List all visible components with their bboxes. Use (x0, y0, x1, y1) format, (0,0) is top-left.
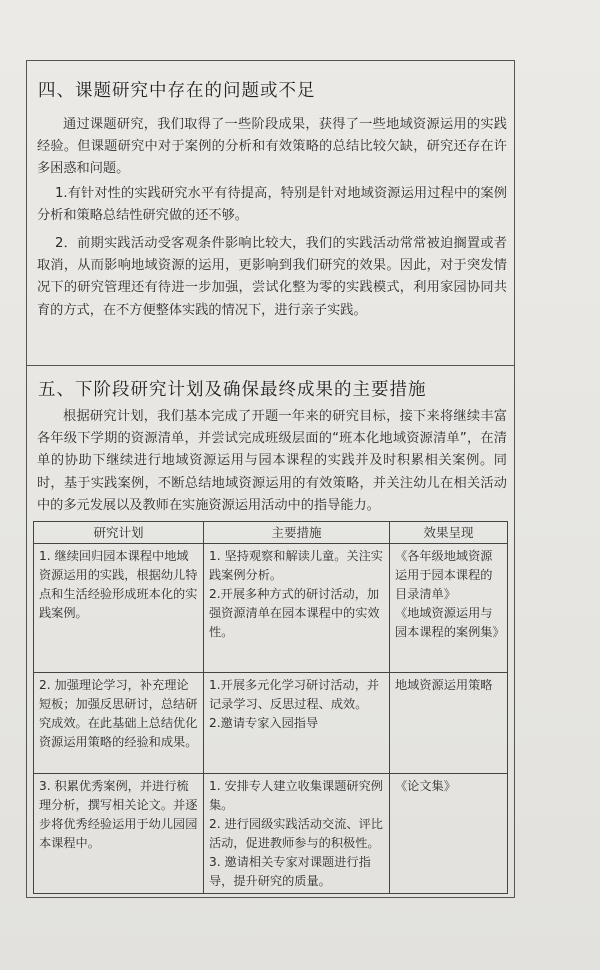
measure-item: 1. 安排专人建立收集课题研究例集。 (209, 779, 383, 812)
section4-title: 四、课题研究中存在的问题或不足 (38, 81, 316, 101)
table-row (34, 544, 508, 673)
plan-cell: 1. 继续回归园本课程中地域资源运用的实践，根据幼儿特点和生活经验形成班本化的实践案例。 (34, 544, 204, 673)
header-measures: 主要措施 (204, 522, 390, 544)
measure-item: 2.开展多种方式的研讨活动，加强资源清单在园本课程中的实效性。 (209, 587, 380, 639)
header-results: 效果呈现 (390, 522, 508, 544)
results-cell (390, 673, 508, 774)
measure-item: 1. 坚持观察和解读儿童。关注实践案例分析。 (209, 549, 383, 582)
measure-item: 1.开展多元化学习研讨活动，并记录学习、反思过程、成效。 (209, 678, 380, 711)
results-cell (390, 774, 508, 894)
plan-cell: 2. 加强理论学习，补充理论短板；加强反思研讨，总结研究成效。在此基础上总结优化资源运用策略的经验和成果。 (34, 673, 204, 774)
measure-item: 3. 邀请相关专家对课题进行指导，提升研究的质量。 (209, 855, 371, 888)
table-row (34, 673, 508, 774)
research-plan-table (33, 521, 508, 894)
section5-title: 五、下阶段研究计划及确保最终成果的主要措施 (38, 380, 427, 400)
measures-cell (204, 673, 390, 774)
section4-paragraph-2: 1.有针对性的实践研究水平有待提高，特别是针对地域资源运用过程中的案例分析和策略总结性研究做的还不够。 (37, 186, 507, 224)
result-item: 《地域资源运用与园本课程的案例集》 (395, 606, 505, 639)
plan-cell: 3. 积累优秀案例，并进行梳理分析，撰写相关论文。并逐步将优秀经验运用于幼儿园园本课程中。 (34, 774, 204, 894)
section4-paragraph-1: 通过课题研究，我们取得了一些阶段成果，获得了一些地域资源运用的实践经验。但课题研究中对于案例的分析和有效策略的总结比较欠缺，研究还存在许多困惑和问题。 (37, 117, 507, 177)
measure-item: 2.邀请专家入园指导 (209, 716, 319, 730)
result-item: 《各年级地域资源运用于园本课程的目录清单》 (395, 549, 493, 601)
section-divider (26, 365, 515, 366)
section5-paragraph-1: 根据研究计划，我们基本完成了开题一年来的研究目标，接下来将继续丰富各年级下学期的资源清单，并尝试完成班级层面的“班本化地域资源清单”，在清单的协助下继续进行地域资源运用与园本课程的实践并及时积累相关案例。同时，基于实践案例，不断总结地域资源运用的有效策略，并关注幼儿在相关活动中的多元发展以及教师在实施资源运用活动中的指导能力。 (37, 409, 507, 513)
measures-cell (204, 774, 390, 894)
result-item: 地域资源运用策略 (395, 678, 493, 692)
result-item: 《论文集》 (395, 779, 456, 793)
table-header-row (34, 522, 508, 544)
results-cell (390, 544, 508, 673)
header-plan: 研究计划 (34, 522, 204, 544)
table-row (34, 774, 508, 894)
measure-item: 2. 进行园级实践活动交流、评比活动，促进教师参与的积极性。 (209, 817, 383, 850)
measures-cell (204, 544, 390, 673)
section4-paragraph-3: 2．前期实践活动受客观条件影响比较大，我们的实践活动常常被迫搁置或者取消，从而影响地域资源的运用，更影响到我们研究的效果。因此，对于突发情况下的研究管理还有待进一步加强，尝试化整为零的实践模式，利用家园协同共育的方式，在不方便整体实践的情况下，进行亲子实践。 (37, 236, 507, 318)
